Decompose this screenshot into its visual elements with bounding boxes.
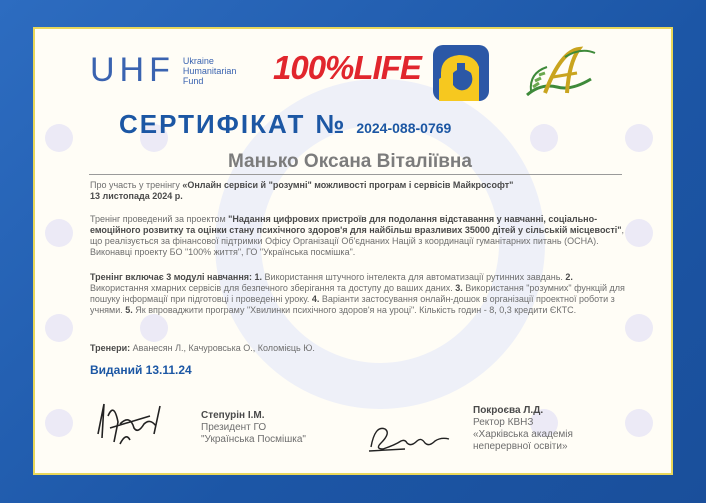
name-underline	[89, 174, 622, 175]
trainers-label: Тренери:	[90, 343, 131, 353]
participation-text	[90, 180, 630, 202]
module-number: 1.	[254, 272, 263, 282]
project-name: "Надання цифрових пристроїв для подолання відставання у навчанні, соціально- емоційного розвитку та оцінки стану психічного здоров'я для найбільш вразливих 35000 дітей у сільській місцевості"	[90, 214, 622, 235]
signer-2	[473, 405, 573, 453]
modules-intro: Тренінг включає 3 модулі навчання:	[90, 272, 255, 282]
project-suffix: , що реалізується за фінансової підтримки Офісу Організації Об'єднаних Націй з координації гуманітарних питань (OCHA). Виконавці проекту БО "100% життя", ГО "Українська посмішка".	[90, 225, 625, 257]
signer-role: Ректор КВНЗ	[473, 417, 534, 428]
module-text: Використання "розумних" функцій для пошуку інформації при підготовці і проведенні уроку.	[90, 283, 625, 304]
module-number: 3.	[455, 283, 463, 293]
module-number: 2.	[565, 272, 573, 282]
uhf-mark: UHF	[90, 51, 175, 89]
module-text: Як впроваджити програму "Хвилинки психічного здоров'я на уроці". Кількість годин - 8, 0,3 кредити ЄКТС.	[132, 305, 577, 315]
uhf-caption-line: Ukraine	[182, 55, 214, 66]
uhf-logo	[90, 51, 236, 90]
academy-logo-icon	[521, 43, 599, 105]
uhf-caption-line: Fund	[182, 75, 204, 86]
module-text: Використання хмарних сервісів для безпечного зберігання та доступу до ваших даних.	[90, 283, 456, 293]
project-text	[90, 214, 630, 258]
module-text: Використання штучного інтелекта для автоматизації рутинних завдань.	[262, 272, 566, 282]
ukrainian-smile-logo-icon	[431, 43, 491, 103]
life-logo: 100%LIFE	[273, 49, 421, 86]
signer-1	[201, 410, 306, 446]
title-row	[119, 109, 451, 140]
trainers-names: Аванесян Л., Качуровська О., Коломієць Ю.	[130, 343, 315, 353]
certificate-content	[35, 29, 671, 473]
trainers-text	[90, 343, 630, 354]
uhf-caption	[183, 56, 237, 86]
project-prefix: Тренінг проведений за проектом	[90, 214, 229, 224]
signer-role: Президент ГО	[201, 422, 267, 433]
module-number: 5.	[125, 305, 133, 315]
signature-pokroieva-icon	[365, 419, 455, 457]
module-number: 4.	[311, 294, 320, 304]
signer-org: «Харківська академія	[473, 429, 573, 440]
training-name: «Онлайн сервіси й "розумні" можливості програм і сервісів Майкрософт"	[182, 180, 514, 190]
recipient-name: Манько Оксана Віталіївна	[228, 151, 472, 172]
certificate-number: 2024-088-0769	[356, 120, 452, 136]
signer-name: Покроєва Л.Д.	[473, 405, 544, 416]
certificate-sheet	[33, 27, 673, 475]
issued-date: Виданий 13.11.24	[90, 363, 192, 377]
signer-org: неперервної освіти»	[473, 441, 568, 452]
training-date: 13 листопада 2024 р.	[90, 191, 183, 201]
uhf-caption-line: Humanitarian	[182, 65, 237, 76]
signer-name: Степурін І.М.	[201, 410, 265, 421]
signature-stepurin-icon	[90, 394, 185, 452]
modules-text	[90, 272, 630, 316]
number-sign: №	[315, 109, 345, 139]
certificate-title: СЕРТИФІКАТ	[119, 109, 306, 139]
module-text: Варіанти застосування онлайн-дошок в організації проектної роботи з учнями.	[90, 294, 615, 315]
signer-org: "Українська Посмішка"	[201, 434, 306, 445]
participation-prefix: Про участь у тренінгу	[90, 180, 183, 190]
